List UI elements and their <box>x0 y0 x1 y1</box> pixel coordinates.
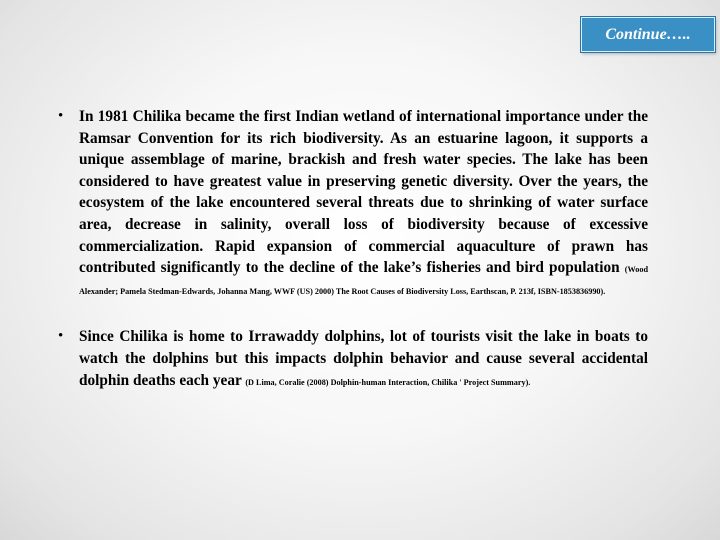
citation: (D Lima, Coralie (2008) Dolphin-human Interaction, Chilika ' Project Summary). <box>245 377 531 387</box>
continue-label: Continue….. <box>605 25 691 43</box>
bullet-text: Since Chilika is home to Irrawaddy dolphins, lot of tourists visit the lake in boats to watch the dolphins but this impacts dolphin behavior and cause several accidental dolphin deaths each year <box>79 328 648 389</box>
bullet-list <box>58 106 648 391</box>
bullet-dot-icon: • <box>58 108 64 124</box>
continue-badge <box>581 17 715 52</box>
bullet-dot-icon: • <box>58 328 64 345</box>
bullet-item-ramsar <box>58 106 648 300</box>
bullet-item-dolphins <box>58 326 648 391</box>
bullet-text: In 1981 Chilika became the first Indian wetland of international importance under the Ramsar Convention for its rich biodiversity. As an estuarine lagoon, it supports a unique assemblage of marine, brackish and fresh water species. The lake has been considered to have greatest value in preserving genetic diversity. Over the years, the ecosystem of the lake encountered several threats due to shrinking of water surface area, decrease in salinity, overall loss of biodiversity because of excessive commercialization. Rapid expansion of commercial aquaculture of prawn has contributed significantly to the decline of the lake’s fisheries and bird population <box>79 108 648 277</box>
citation: (Wood Alexander; Pamela Stedman-Edwards, Johanna Mang, WWF (US) 2000) The Root Causes of Biodiversity Loss, Earthscan, P. 213f, ISBN-1853836990). <box>79 265 648 296</box>
